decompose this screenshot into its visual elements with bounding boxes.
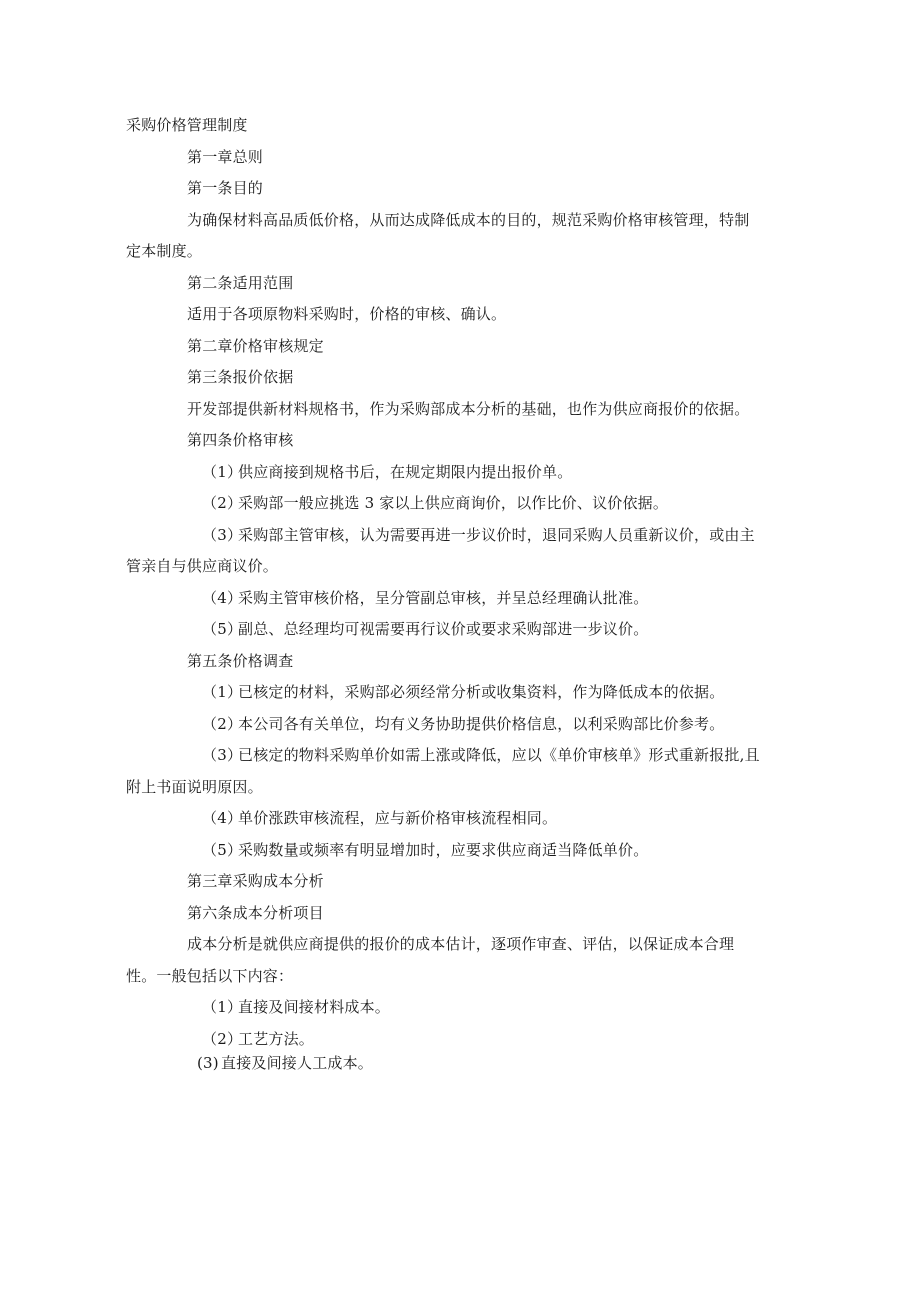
list-item-number: （5）	[202, 620, 243, 638]
article-4-heading: 第四条价格审核	[187, 431, 294, 449]
list-item-number: （5）	[202, 841, 243, 859]
article-3-body: 开发部提供新材料规格书，作为采购部成本分析的基础，也作为供应商报价的依据。	[187, 400, 750, 418]
list-item-text: 工艺方法。	[238, 1030, 315, 1048]
article-6-body-line-1: 成本分析是就供应商提供的报价的成本估计，逐项作审查、评估，以保证成本合理	[187, 935, 735, 953]
article-2-heading: 第二条适用范围	[187, 274, 294, 292]
list-item	[202, 840, 648, 860]
list-item-text: 已核定的物料采购单价如需上涨或降低，应以《单价审核单》形式重新报批,且	[238, 746, 760, 764]
article-6-body-line-2: 性。一般包括以下内容：	[126, 967, 294, 985]
list-item-number: （3）	[202, 526, 243, 544]
article-5-heading: 第五条价格调查	[187, 652, 294, 670]
list-item-number: （3）	[202, 746, 243, 764]
list-item-number: （2）	[202, 1030, 243, 1048]
list-item-text: 采购部一般应挑选 3 家以上供应商询价，以作比价、议价依据。	[238, 494, 669, 512]
article-3-heading: 第三条报价依据	[187, 368, 294, 386]
list-item-number: （1）	[202, 683, 243, 701]
article-1-body-line-1: 为确保材料高品质低价格，从而达成降低成本的目的，规范采购价格审核管理，特制	[187, 211, 750, 229]
list-item	[202, 462, 572, 482]
list-item	[202, 588, 648, 608]
list-item-text: 采购数量或频率有明显增加时，应要求供应商适当降低单价。	[238, 841, 649, 859]
list-item	[197, 1053, 373, 1073]
list-item-number: （2）	[202, 715, 243, 733]
list-item	[202, 808, 557, 828]
article-2-body: 适用于各项原物料采购时，价格的审核、确认。	[187, 305, 507, 323]
list-item-continuation: 管亲自与供应商议价。	[126, 557, 279, 575]
list-item-text: 副总、总经理均可视需要再行议价或要求采购部进一步议价。	[238, 620, 649, 638]
list-item	[202, 493, 668, 513]
list-item-text: 本公司各有关单位，均有义务协助提供价格信息，以利采购部比价参考。	[238, 715, 725, 733]
list-item	[202, 997, 390, 1017]
list-item-number: （2）	[202, 494, 243, 512]
list-item	[202, 745, 760, 765]
list-item-number: （1）	[202, 463, 243, 481]
list-item	[202, 525, 755, 545]
list-item-text: 直接及间接材料成本。	[238, 998, 391, 1016]
chapter-3-heading: 第三章采购成本分析	[187, 872, 324, 890]
list-item-number: (3)	[197, 1054, 219, 1072]
chapter-1-heading: 第一章总则	[187, 148, 264, 166]
article-1-body-line-2: 定本制度。	[126, 242, 203, 260]
article-6-heading: 第六条成本分析项目	[187, 904, 324, 922]
chapter-2-heading: 第二章价格审核规定	[187, 337, 324, 355]
list-item-text: 单价涨跌审核流程，应与新价格审核流程相同。	[238, 809, 558, 827]
document-title: 采购价格管理制度	[126, 116, 248, 134]
list-item	[202, 619, 648, 639]
list-item-text: 采购主管审核价格，呈分管副总审核，并呈总经理确认批准。	[238, 589, 649, 607]
list-item-text: 供应商接到规格书后，在规定期限内提出报价单。	[238, 463, 573, 481]
list-item-number: （4）	[202, 809, 243, 827]
list-item-number: （1）	[202, 998, 243, 1016]
list-item-text: 采购部主管审核，认为需要再进一步议价时，退同采购人员重新议价，或由主	[238, 526, 755, 544]
list-item-text: 已核定的材料，采购部必须经常分析或收集资料，作为降低成本的依据。	[238, 683, 725, 701]
list-item-continuation: 附上书面说明原因。	[126, 778, 263, 796]
list-item-text: 直接及间接人工成本。	[221, 1054, 374, 1072]
article-1-heading: 第一条目的	[187, 179, 264, 197]
list-item	[202, 682, 724, 702]
list-item-number: （4）	[202, 589, 243, 607]
list-item	[202, 714, 724, 734]
list-item	[202, 1029, 314, 1049]
